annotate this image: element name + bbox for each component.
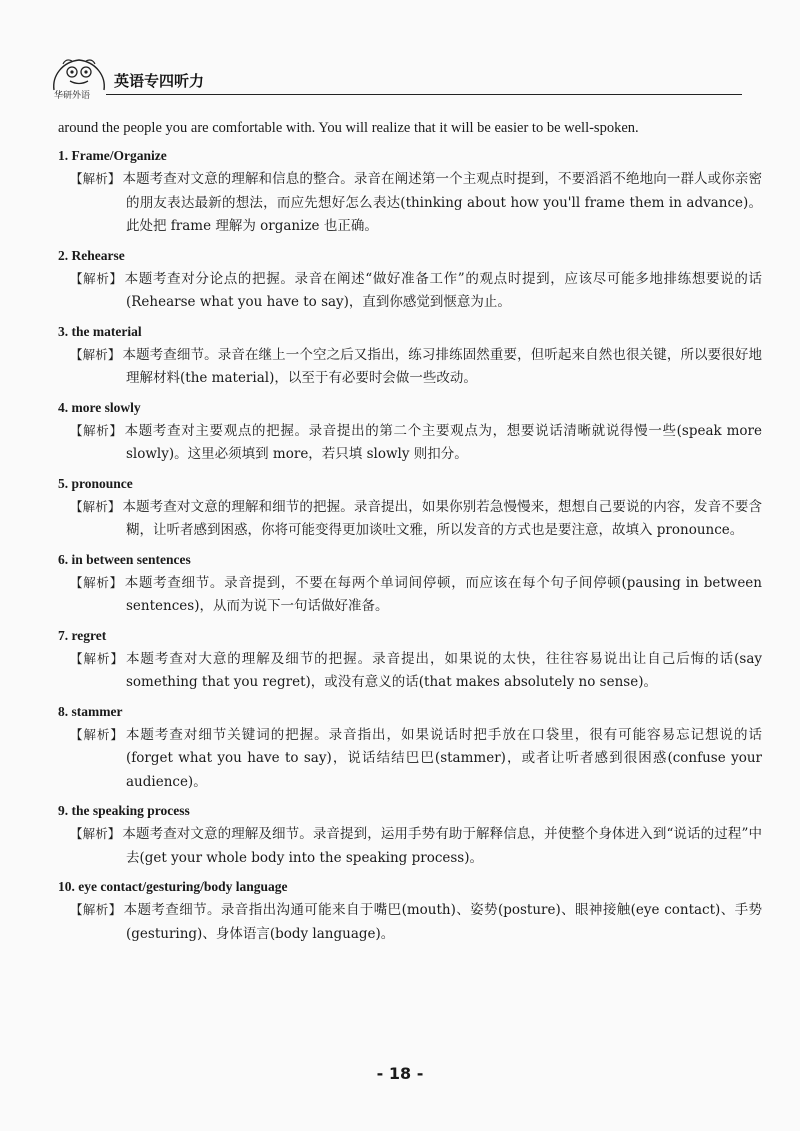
- analysis-tag: 【解析】: [70, 498, 121, 514]
- answer-item: [58, 323, 762, 391]
- answer-title: 10. eye contact/gesturing/body language: [58, 879, 288, 894]
- answer-title: 9. the speaking process: [58, 803, 190, 818]
- analysis-text: 本题考查细节。录音在继上一个空之后又指出，练习排练固然重要，但听起来自然也很关键，所以要很好地理解材料(the material)，以至于有必要时会做一些改动。: [122, 346, 762, 386]
- answer-item: [58, 475, 762, 543]
- answer-title: 3. the material: [58, 323, 142, 339]
- answer-analysis: [58, 167, 762, 239]
- answer-title: 2. Rehearse: [58, 247, 125, 263]
- answer-title: 8. stammer: [58, 703, 123, 719]
- analysis-text: 本题考查对文意的理解和信息的整合。录音在阐述第一个主观点时提到，不要滔滔不绝地向一群人或你亲密的朋友表达最新的想法，而应先想好怎么表达(thinking about how you'll frame them in advance)。此处把 frame 理解为 organize 也正确。: [122, 171, 762, 234]
- header-divider: [106, 94, 742, 95]
- analysis-tag: 【解析】: [70, 422, 123, 438]
- analysis-text: 本题考查对主要观点的把握。录音提出的第二个主要观点为，想要说话清晰就说得慢一些(speak more slowly)。这里必须填到 more，若只填 slowly 则扣分。: [124, 422, 762, 462]
- answer-analysis: [58, 723, 762, 795]
- answer-item: [58, 247, 762, 315]
- answer-analysis: [58, 343, 762, 391]
- intro-paragraph: around the people you are comfortable with. You will realize that it will be easier to be well-spoken.: [58, 120, 639, 136]
- analysis-text: 本题考查对细节关键词的把握。录音指出，如果说话时把手放在口袋里，很有可能容易忘记想说的话(forget what you have to say)，说话结结巴巴(stammer)，或者让听者感到很困惑(confuse your audience)。: [125, 726, 762, 790]
- analysis-text: 本题考查细节。录音提到，不要在每两个单词间停顿，而应该在每个句子间停顿(pausing in between sentences)，从而为说下一句话做好准备。: [124, 574, 762, 614]
- answer-item: [58, 703, 762, 795]
- analysis-text: 本题考查对大意的理解及细节的把握。录音提出，如果说的太快，往往容易说出让自己后悔的话(say something that you regret)，或没有意义的话(that makes absolutely no sense)。: [125, 650, 762, 690]
- answer-title: 5. pronounce: [58, 475, 133, 491]
- answer-item: [58, 802, 762, 870]
- analysis-tag: 【解析】: [70, 171, 121, 186]
- analysis-text: 本题考查对分论点的把握。录音在阐述“做好准备工作”的观点时提到，应该尽可能多地排练想要说的话(Rehearse what you have to say)，直到你感觉到惬意为止。: [124, 270, 762, 310]
- answer-analysis: [58, 822, 762, 870]
- analysis-tag: 【解析】: [70, 726, 124, 742]
- answer-title: 1. Frame/Organize: [58, 148, 167, 163]
- answer-title: 4. more slowly: [58, 399, 141, 415]
- answer-analysis: [58, 495, 762, 543]
- answer-item: [58, 551, 762, 619]
- answer-analysis: [58, 571, 762, 619]
- answer-analysis: [58, 419, 762, 467]
- analysis-tag: 【解析】: [70, 650, 124, 666]
- page-number: - 18 -: [376, 1064, 424, 1083]
- analysis-tag: 【解析】: [70, 902, 122, 917]
- analysis-text: 本题考查对文意的理解及细节。录音提到，运用手势有助于解释信息，并使整个身体进入到“说话的过程”中去(get your whole body into the speaking process)。: [122, 826, 762, 866]
- answer-item: [58, 878, 762, 946]
- analysis-tag: 【解析】: [70, 346, 121, 362]
- answer-item: [58, 147, 762, 239]
- header-title: 英语专四听力: [114, 72, 205, 90]
- page-header: [48, 50, 768, 106]
- answer-title: 6. in between sentences: [58, 551, 191, 567]
- analysis-text: 本题考查细节。录音指出沟通可能来自于嘴巴(mouth)、姿势(posture)、眼神接触(eye contact)、手势(gesturing)、身体语言(body language)。: [123, 902, 762, 942]
- analysis-tag: 【解析】: [70, 574, 123, 590]
- analysis-tag: 【解析】: [70, 826, 121, 841]
- analysis-tag: 【解析】: [70, 270, 123, 286]
- answer-analysis: [58, 898, 762, 946]
- answer-title: 7. regret: [58, 627, 107, 643]
- answer-list: [58, 147, 762, 954]
- answer-item: [58, 399, 762, 467]
- analysis-text: 本题考查对文意的理解和细节的把握。录音提出，如果你别若急慢慢来，想想自己要说的内容，发音不要含糊，让听者感到困惑，你将可能变得更加谈吐文雅，所以发音的方式也是要注意，故填入 pronounce。: [122, 498, 762, 538]
- answer-analysis: [58, 647, 762, 695]
- answer-analysis: [58, 267, 762, 315]
- answer-item: [58, 627, 762, 695]
- logo-text: 华研外语: [54, 91, 91, 101]
